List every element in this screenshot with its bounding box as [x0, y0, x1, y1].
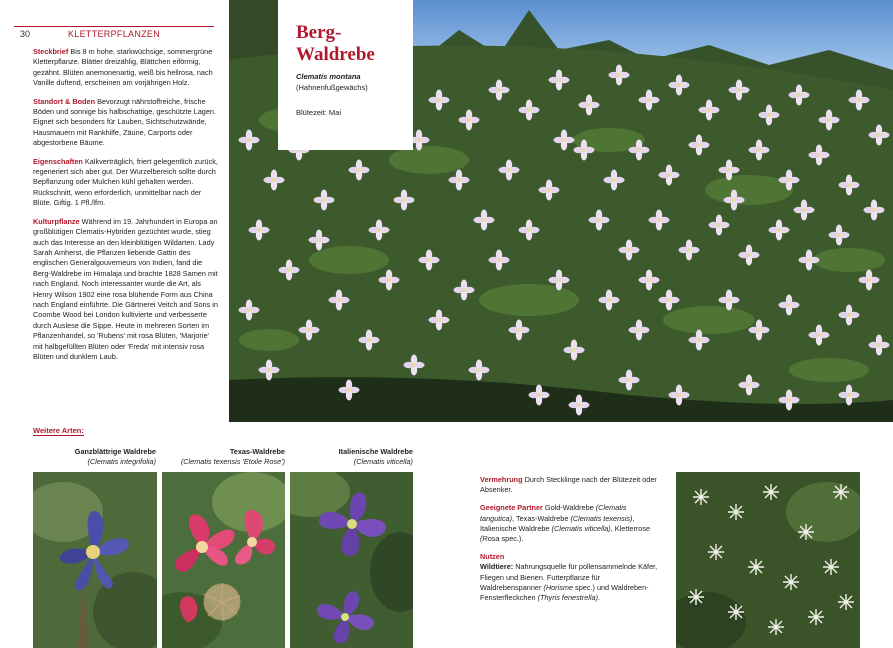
wildtiere-label: Wildtiere: [480, 562, 514, 572]
partner-paragraph [480, 503, 662, 544]
nutzen-text-2: spec.) und Waldreben-Fensterfleckchen [480, 582, 649, 603]
caption-viticella-name: Italienische Waldrebe [338, 447, 413, 456]
standort-text: Bevorzugt nährstoffreiche, frische Böden und sonnige bis halbschattige, geschützte Lagen. Eignet sich besonders für Lauben, Sichtschutzwände, Hausmauern mit Rankhilfe, Zäune, Carports oder abgestorbene Bäume. [33, 96, 216, 148]
kultur-label: Kulturpflanze [33, 216, 80, 226]
photo-viticella [290, 472, 413, 648]
title-line-2: Waldrebe [296, 44, 375, 65]
vermehrung-text: Durch Stecklinge nach der Blütezeit oder Absenker. [480, 475, 657, 495]
partner-text-4: , Kletterrose [610, 523, 651, 533]
steckbrief-paragraph [33, 47, 218, 89]
nutzen-latin-1: (Horisme [543, 582, 574, 592]
bloom-time: Blütezeit: Mai [296, 108, 342, 117]
caption-integrifolia [40, 447, 156, 466]
caption-texensis-latin: (Clematis texensis 'Etoile Rose') [180, 456, 285, 466]
steckbrief-text: Bis 8 m hohe, starkwüchsige, sommergrüne Kletterpflanze. Blätter dreizählig, Blättchen eiförmig, gezähnt. Blüten anemonenartig, weiß bis hellrosa, nach Vanille duftend, erscheinen am vorjährigen Holz. [33, 47, 213, 88]
partner-text-2: , Texas-Waldrebe [512, 513, 571, 523]
standort-label: Standort & Boden [33, 96, 96, 106]
nutzen-text-1: Nahrungsquelle für pollensammelnde Käfer, Fliegen und Bienen. Futterpflanze für Waldrebenspanner [480, 562, 658, 592]
partner-text-3: , Italienische Waldrebe [480, 513, 635, 533]
partner-text-5: spec.). [499, 534, 524, 544]
caption-integrifolia-name: Ganzblättrige Waldrebe [74, 447, 156, 456]
caption-texensis [158, 447, 285, 466]
eigenschaften-label: Eigenschaften [33, 156, 83, 166]
partner-label: Geeignete Partner [480, 503, 543, 513]
caption-viticella [290, 447, 413, 466]
kultur-text: Während im 19. Jahrhundert in Europa an großblütigen Clematis-Hybriden gezüchtet wurde, stieg auch das Interesse an den kleinblütigen Wildarten. Lady Sarah Amherst, die Pflanzen liebende Gattin des englischen Generalgouverneurs von Indien, fand die Berg-Waldrebe im Himalaja und brachte 1828 Samen mit nach England. Noch interessanter wurde die Art, als Henry Wilson 1902 eine rosa blühende Form aus China nach England einführte. Die Gärtnerei Veitch and Sons in Coombe Wood bei London kultivierte und verbesserte durch Auslese die Sippe. Heute in mehreren Sorten im Pflanzenhandel, so 'Rubens' mit rosa Blüten, 'Marjorie' mit halbgefüllten Blüten oder 'Freda' mit intensiv rosa Blüten und dunklem Laub. [33, 216, 218, 361]
vermehrung-paragraph [480, 475, 662, 495]
partner-latin-1: (Clematis tangutica) [480, 503, 627, 523]
vermehrung-label: Vermehrung [480, 475, 523, 484]
left-text-column [33, 47, 218, 370]
nutzen-latin-2: (Thyris fenestrella) [537, 593, 599, 603]
page-number: 30 [20, 29, 31, 39]
nutzen-paragraph [480, 552, 662, 603]
header-rule [14, 26, 214, 27]
weitere-arten-label: Weitere Arten: [33, 426, 84, 435]
partner-latin-2: (Clematis texensis) [570, 513, 633, 523]
nutzen-label: Nutzen [480, 552, 505, 562]
caption-texensis-name: Texas-Waldrebe [229, 447, 285, 456]
eigenschaften-paragraph [33, 157, 218, 209]
partner-latin-3: (Clematis viticella) [551, 523, 611, 533]
eigenschaften-text: Kalkverträglich, friert gelegentlich zurück, regeneriert sich aber gut. Der Wurzelbereich sollte durch Bepflanzung oder Mulchen kühl gehalten werden. Rückschnitt, wenn erforderlich, unmittelbar nach der Blüte. Giftig. 1 Pfl./lfm. [33, 156, 218, 208]
steckbrief-label: Steckbrief [33, 47, 69, 56]
caption-viticella-latin: (Clematis viticella) [353, 456, 413, 466]
nutzen-text-3: . [598, 593, 601, 603]
title-line-1: Berg- [296, 22, 342, 43]
caption-integrifolia-latin: (Clematis integrifolia) [87, 456, 156, 466]
kultur-paragraph [33, 217, 218, 363]
latin-name: Clematis montana [296, 72, 361, 81]
standort-paragraph [33, 97, 218, 149]
photo-texensis [162, 472, 285, 648]
partner-latin-4: (Rosa [480, 534, 500, 544]
plant-family: (Hahnenfußgewächs) [296, 83, 368, 92]
page-title [296, 22, 403, 66]
photo-integrifolia [33, 472, 157, 648]
photo-seedheads [676, 472, 860, 648]
section-title: KLETTERPFLANZEN [68, 29, 161, 39]
title-box [278, 0, 413, 150]
right-text-column [480, 475, 662, 611]
partner-text-1: Gold-Waldrebe [544, 503, 596, 513]
